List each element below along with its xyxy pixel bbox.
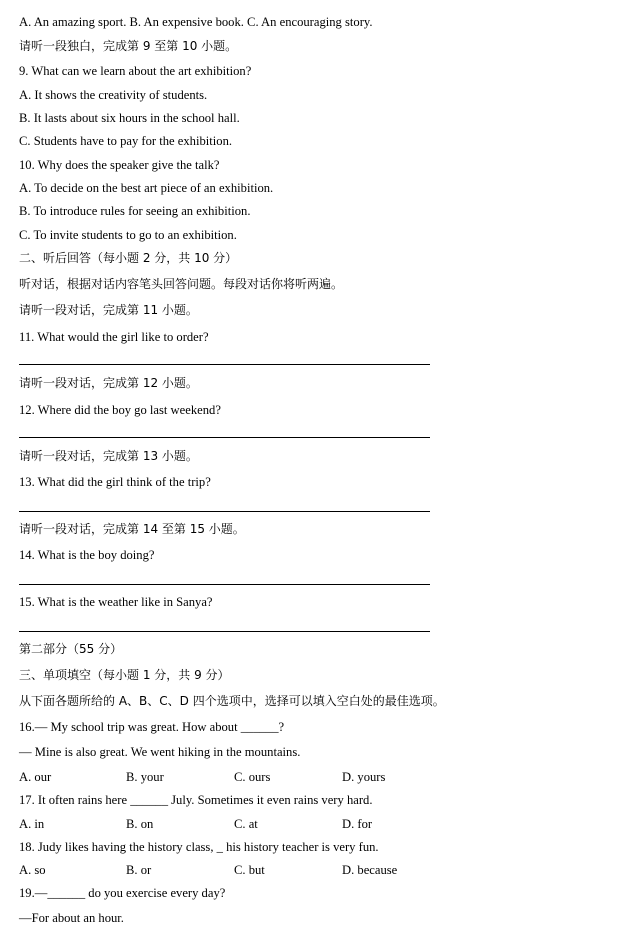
q16-option-d[interactable]: D. yours	[342, 770, 386, 784]
question-13: 13. What did the girl think of the trip?	[19, 475, 211, 489]
q9-option-b: B. It lasts about six hours in the school hall.	[19, 111, 240, 125]
q18-option-a[interactable]: A. so	[19, 863, 46, 877]
section-instruction: 听对话，根据对话内容笔头回答问题。每段对话你将听两遍。	[19, 277, 344, 291]
q10-option-c: C. To invite students to go to an exhibition.	[19, 228, 237, 242]
q16-option-b[interactable]: B. your	[126, 770, 164, 784]
q8-options: A. An amazing sport. B. An expensive book. C. An encouraging story.	[19, 15, 373, 29]
q18-option-b[interactable]: B. or	[126, 863, 152, 877]
question-18: 18. Judy likes having the history class, _ his history teacher is very fun.	[19, 840, 379, 854]
section-instruction: 请听一段独白，完成第 9 至第 10 小题。	[19, 39, 238, 53]
section-instruction: 请听一段对话，完成第 14 至第 15 小题。	[19, 522, 245, 536]
question-16: 16.— My school trip was great. How about ______?	[19, 720, 285, 734]
q17-option-c[interactable]: C. at	[234, 817, 258, 831]
section-instruction: 请听一段对话，完成第 13 小题。	[19, 449, 198, 463]
answer-line-13[interactable]	[19, 511, 430, 512]
question-19: 19.—______ do you exercise every day?	[19, 886, 226, 900]
section-heading-listening-answer: 二、听后回答（每小题 2 分，共 10 分）	[19, 251, 238, 265]
q17-option-d[interactable]: D. for	[342, 817, 373, 831]
q9-option-a: A. It shows the creativity of students.	[19, 88, 208, 102]
question-11: 11. What would the girl like to order?	[19, 330, 209, 344]
q16-option-a[interactable]: A. our	[19, 770, 52, 784]
question-19-reply: —For about an hour.	[19, 911, 124, 925]
answer-line-11[interactable]	[19, 364, 430, 365]
q9-option-c: C. Students have to pay for the exhibition.	[19, 134, 233, 148]
answer-line-15[interactable]	[19, 631, 430, 632]
q16-option-c[interactable]: C. ours	[234, 770, 271, 784]
answer-line-12[interactable]	[19, 437, 430, 438]
q10-option-b: B. To introduce rules for seeing an exhibition.	[19, 204, 251, 218]
question-15: 15. What is the weather like in Sanya?	[19, 595, 213, 609]
question-9: 9. What can we learn about the art exhibition?	[19, 64, 252, 78]
question-16-reply: — Mine is also great. We went hiking in the mountains.	[19, 745, 301, 759]
q18-option-c[interactable]: C. but	[234, 863, 265, 877]
question-12: 12. Where did the boy go last weekend?	[19, 403, 221, 417]
section-instruction: 从下面各题所给的 A、B、C、D 四个选项中，选择可以填入空白处的最佳选项。	[19, 694, 445, 708]
q17-option-b[interactable]: B. on	[126, 817, 154, 831]
answer-line-14[interactable]	[19, 584, 430, 585]
question-17: 17. It often rains here ______ July. Sometimes it even rains very hard.	[19, 793, 373, 807]
q10-option-a: A. To decide on the best art piece of an exhibition.	[19, 181, 274, 195]
part-two-heading: 第二部分（55 分）	[19, 642, 123, 656]
section-instruction: 请听一段对话，完成第 12 小题。	[19, 376, 198, 390]
question-14: 14. What is the boy doing?	[19, 548, 155, 562]
q18-option-d[interactable]: D. because	[342, 863, 398, 877]
q17-option-a[interactable]: A. in	[19, 817, 45, 831]
section-instruction: 请听一段对话，完成第 11 小题。	[19, 303, 198, 317]
question-10: 10. Why does the speaker give the talk?	[19, 158, 220, 172]
section-heading-single-choice: 三、单项填空（每小题 1 分，共 9 分）	[19, 668, 230, 682]
